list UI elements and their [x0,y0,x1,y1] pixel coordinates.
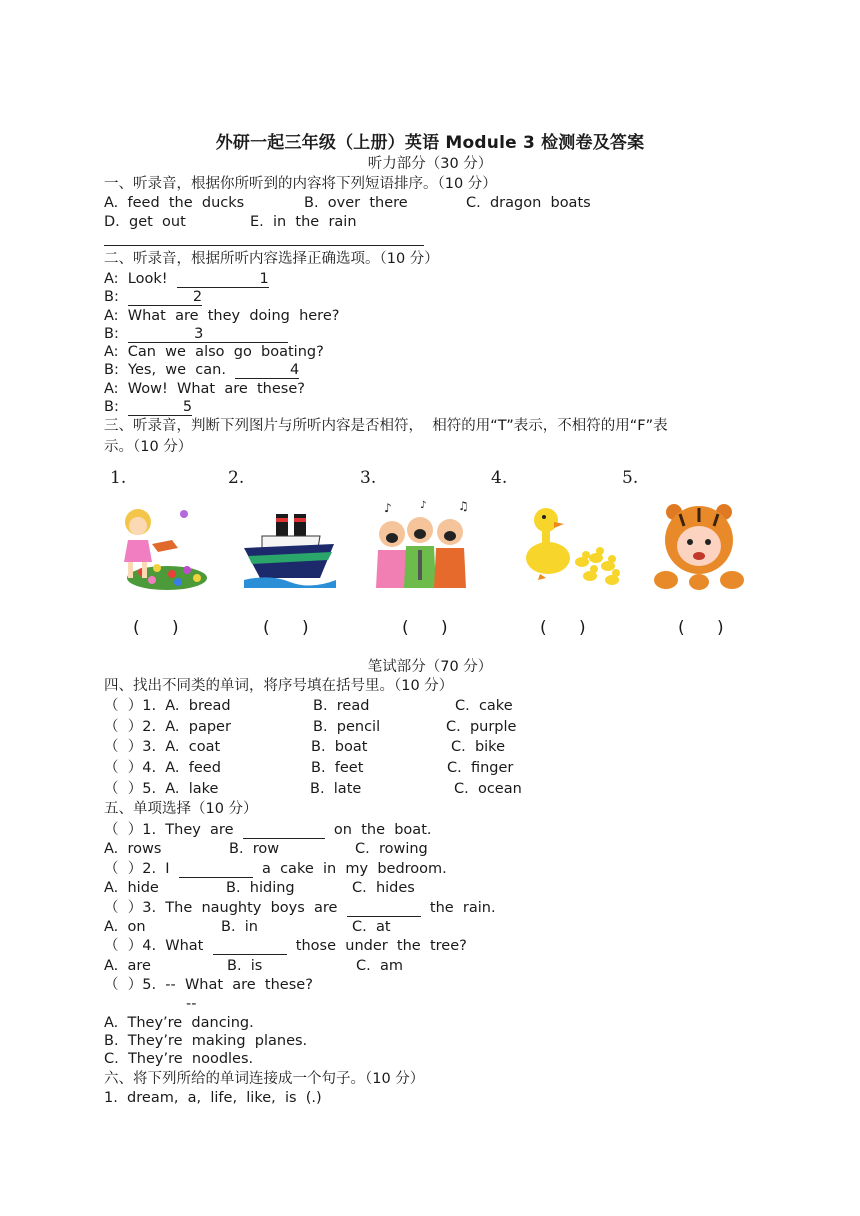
page-title: 外研一起三年级（上册）英语 Module 3 检测卷及答案 [215,133,645,153]
s4-row-2-c: C. purple [446,719,517,735]
svg-text:♫: ♫ [458,500,469,513]
answer-paren-3[interactable]: ( ) [402,618,448,638]
tiger-costume-child-image [650,500,748,592]
s5-q4-option-b: B. is [227,958,263,974]
children-singing-image [370,500,478,592]
dialog-text: B: Yes, we can. [104,362,236,378]
s4-row-4-b: B. feet [311,760,364,776]
s5-question-4 [104,937,467,955]
answer-paren-5[interactable]: ( ) [678,618,724,638]
s1-option-a: A. feed the ducks [104,195,245,211]
s4-row-5-q: （ ）5. A. lake [104,781,219,797]
picture-number-2: 2. [228,468,245,488]
s5-q2-option-b: B. hiding [226,880,295,896]
question-text: on the boat. [324,822,432,838]
s5-q1-option-a: A. rows [104,841,162,857]
s4-row-1-c: C. cake [455,698,513,714]
s4-row-4-c: C. finger [447,760,514,776]
s4-row-5-b: B. late [310,781,362,797]
s5-q5-option-c: C. They’re noodles. [104,1051,254,1067]
dialog-line-5: A: Can we also go boating? [104,344,324,360]
s4-row-3-b: B. boat [311,739,368,755]
s1-option-c: C. dragon boats [466,195,591,211]
dialog-line-8 [104,398,192,416]
question-text: those under the tree? [286,938,467,954]
dialog-text: B: [104,289,129,305]
s5-question-3 [104,899,496,917]
s5-q4-option-c: C. am [356,958,403,974]
dialog-text: A: Look! [104,271,177,287]
dialog-line-1 [104,270,269,288]
s1-option-d: D. get out [104,214,186,230]
s5-q4-option-a: A. are [104,958,151,974]
ship-image [240,500,338,592]
answer-blank-4[interactable]: 4 [235,362,299,379]
svg-text:♪: ♪ [384,501,392,515]
s5-q3-option-a: A. on [104,919,146,935]
question-text: （ ）2. I [104,861,179,877]
girl-watering-flowers-image [112,500,212,592]
section-2-heading: 二、听录音，根据所听内容选择正确选项。（10 分） [104,251,439,267]
section-1-heading: 一、听录音，根据你所听到的内容将下列短语排序。（10 分） [104,176,497,192]
answer-blank-2[interactable]: 2 [128,289,202,306]
dialog-text: B: [104,326,129,342]
answer-line [104,245,424,246]
s5-question-5: （ ）5. -- What are these? [104,977,313,993]
s5-q2-option-a: A. hide [104,880,159,896]
svg-text:♪: ♪ [420,500,427,511]
writing-header: 笔试部分（70 分） [367,659,493,675]
question-text: （ ）4. What [104,938,213,954]
s5-q5-option-b: B. They’re making planes. [104,1033,308,1049]
s4-row-2-b: B. pencil [313,719,381,735]
section-4-heading: 四、找出不同类的单词，将序号填在括号里。（10 分） [104,678,454,694]
s1-option-e: E. in the rain [250,214,357,230]
s4-row-4-q: （ ）4. A. feed [104,760,221,776]
listening-header: 听力部分（30 分） [367,156,493,172]
dialog-line-2 [104,288,202,306]
s5-q2-option-c: C. hides [352,880,415,896]
dialog-line-3: A: What are they doing here? [104,308,340,324]
picture-number-5: 5. [622,468,639,488]
answer-blank-5[interactable]: 5 [128,399,192,416]
question-text: a cake in my bedroom. [252,861,447,877]
s4-row-1-q: （ ）1. A. bread [104,698,231,714]
section-5-heading: 五、单项选择（10 分） [104,801,258,817]
dialog-line-7: A: Wow! What are these? [104,381,305,397]
question-text: the rain. [420,900,496,916]
section-3-heading: 三、听录音，判断下列图片与所听内容是否相符， 相符的用“T”表示，不相符的用“F”表 [104,418,668,434]
s4-row-1-b: B. read [313,698,370,714]
s5-q1-option-b: B. row [229,841,280,857]
s4-row-3-q: （ ）3. A. coat [104,739,221,755]
answer-paren-1[interactable]: ( ) [133,618,179,638]
answer-paren-4[interactable]: ( ) [540,618,586,638]
s5-q5-reply-dash: -- [186,996,197,1012]
s5-question-1 [104,821,432,839]
answer-blank-3[interactable]: 3 [128,326,288,343]
picture-number-1: 1. [110,468,127,488]
s5-q3-option-c: C. at [352,919,391,935]
section-3-heading-cont: 示。（10 分） [104,439,193,455]
fill-blank-1[interactable] [243,823,325,839]
s5-q1-option-c: C. rowing [355,841,428,857]
question-text: （ ）3. The naughty boys are [104,900,347,916]
question-text: （ ）1. They are [104,822,243,838]
s5-question-2 [104,860,447,878]
s5-q3-option-b: B. in [221,919,258,935]
answer-blank-1[interactable]: 1 [177,271,269,288]
s4-row-3-c: C. bike [451,739,505,755]
fill-blank-2[interactable] [179,862,253,878]
s6-question-1: 1. dream, a, life, like, is (.) [104,1090,322,1106]
s5-q5-option-a: A. They’re dancing. [104,1015,254,1031]
section-6-heading: 六、将下列所给的单词连接成一个句子。（10 分） [104,1071,425,1087]
fill-blank-3[interactable] [347,901,421,917]
picture-number-4: 4. [491,468,508,488]
s4-row-5-c: C. ocean [454,781,522,797]
answer-paren-2[interactable]: ( ) [263,618,309,638]
duck-and-ducklings-image [516,500,626,592]
s1-option-b: B. over there [304,195,408,211]
fill-blank-4[interactable] [213,939,287,955]
picture-number-3: 3. [360,468,377,488]
dialog-line-6 [104,361,299,379]
s4-row-2-q: （ ）2. A. paper [104,719,231,735]
dialog-line-4 [104,325,288,343]
dialog-text: B: [104,399,129,415]
